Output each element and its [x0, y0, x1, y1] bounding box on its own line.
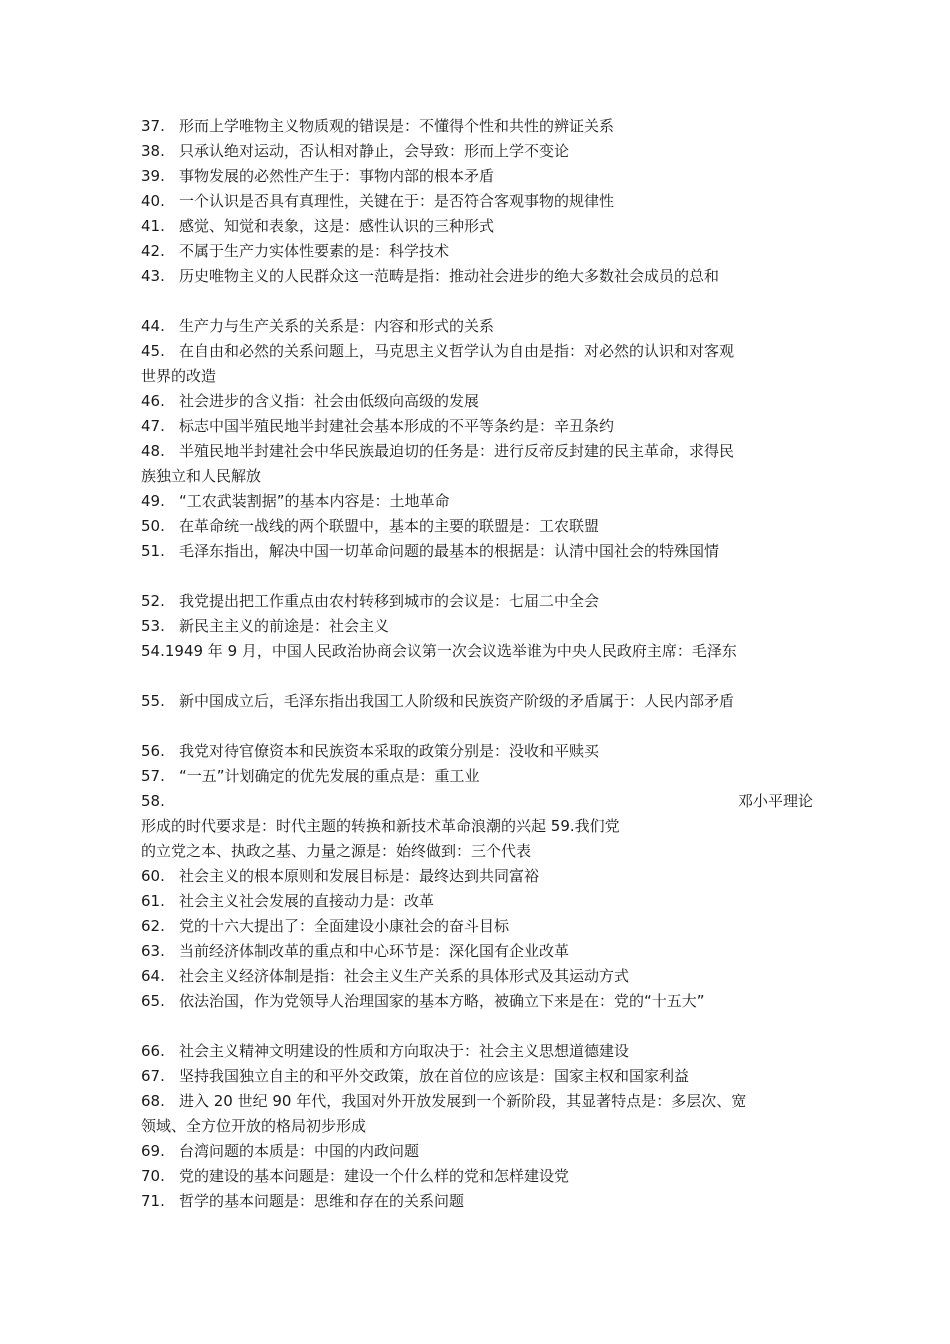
list-item-65: [141, 989, 813, 1014]
item-number: 43.: [141, 267, 165, 285]
item-number: 41.: [141, 217, 165, 235]
item-number: 51.: [141, 542, 165, 560]
item-text: 新民主主义的前途是：社会主义: [179, 617, 390, 635]
item-text: 依法治国，作为党领导人治理国家的基本方略，被确立下来是在：党的“十五大”: [179, 992, 705, 1010]
item-number: 50.: [141, 517, 165, 535]
item-number: 45.: [141, 342, 165, 360]
item-number: 47.: [141, 417, 165, 435]
list-item-47: [141, 414, 813, 439]
list-item-51: [141, 539, 813, 564]
item-number: 44.: [141, 317, 165, 335]
item-number: 61.: [141, 892, 165, 910]
item-number: 69.: [141, 1142, 165, 1160]
list-item-69: [141, 1139, 813, 1164]
list-item-38: [141, 139, 813, 164]
item-text: 社会主义精神文明建设的性质和方向取决于：社会主义思想道德建设: [179, 1042, 630, 1060]
item-number: 66.: [141, 1042, 165, 1060]
blank-line: [141, 1014, 813, 1039]
blank-line: [141, 289, 813, 314]
item-number: 52.: [141, 592, 165, 610]
item-number: 38.: [141, 142, 165, 160]
item-text: 历史唯物主义的人民群众这一范畴是指：推动社会进步的绝大多数社会成员的总和: [179, 267, 720, 285]
item-number: 70.: [141, 1167, 165, 1185]
item-text: 我党提出把工作重点由农村转移到城市的会议是：七届二中全会: [179, 592, 600, 610]
item-number: 58.: [141, 792, 165, 810]
item-number: 60.: [141, 867, 165, 885]
list-item-61: [141, 889, 813, 914]
list-item-50: [141, 514, 813, 539]
item-number: 63.: [141, 942, 165, 960]
item-text: 党的十六大提出了：全面建设小康社会的奋斗目标: [179, 917, 510, 935]
item-number: 37.: [141, 117, 165, 135]
list-item-39: [141, 164, 813, 189]
item-text: 在革命统一战线的两个联盟中，基本的主要的联盟是：工农联盟: [179, 517, 600, 535]
item-number: 39.: [141, 167, 165, 185]
item-text: 台湾问题的本质是：中国的内政问题: [179, 1142, 420, 1160]
list-item-57: [141, 764, 813, 789]
item-text: 我党对待官僚资本和民族资本采取的政策分别是：没收和平赎买: [179, 742, 600, 760]
list-item-55: [141, 689, 813, 714]
item-text: 哲学的基本问题是：思维和存在的关系问题: [179, 1192, 465, 1210]
item-text: 半殖民地半封建社会中华民族最迫切的任务是：进行反帝反封建的民主革命，求得民: [179, 442, 735, 460]
list-item-58: [141, 789, 813, 814]
item-text: 社会主义社会发展的直接动力是：改革: [179, 892, 435, 910]
item-text-right: 邓小平理论: [737, 792, 813, 810]
item-number: 62.: [141, 917, 165, 935]
list-item-68: [141, 1089, 813, 1114]
list-item-62: [141, 914, 813, 939]
item-number: 56.: [141, 742, 165, 760]
list-item-40: [141, 189, 813, 214]
list-item-67: [141, 1064, 813, 1089]
list-item-46: [141, 389, 813, 414]
item-text: 一个认识是否具有真理性，关键在于：是否符合客观事物的规律性: [179, 192, 615, 210]
list-item-52: [141, 589, 813, 614]
item-text: “工农武装割据”的基本内容是：土地革命: [179, 492, 450, 510]
list-item-43: [141, 264, 813, 289]
list-item-37: [141, 114, 813, 139]
item-number: 68.: [141, 1092, 165, 1110]
item-number: 65.: [141, 992, 165, 1010]
list-item-42: [141, 239, 813, 264]
item-number: 40.: [141, 192, 165, 210]
item-number: 71.: [141, 1192, 165, 1210]
item-text: 新中国成立后，毛泽东指出我国工人阶级和民族资产阶级的矛盾属于：人民内部矛盾: [179, 692, 735, 710]
item-text: 毛泽东指出，解决中国一切革命问题的最基本的根据是：认清中国社会的特殊国情: [179, 542, 720, 560]
item-text: 不属于生产力实体性要素的是：科学技术: [179, 242, 450, 260]
blank-line: [141, 664, 813, 689]
item-number: 55.: [141, 692, 165, 710]
list-item-60: [141, 864, 813, 889]
item-text: 在自由和必然的关系问题上，马克思主义哲学认为自由是指：对必然的认识和对客观: [179, 342, 735, 360]
item-text: 党的建设的基本问题是：建设一个什么样的党和怎样建设党: [179, 1167, 570, 1185]
list-item-59-continuation: 的立党之本、执政之基、力量之源是：始终做到：三个代表: [141, 842, 532, 860]
item-text: 标志中国半殖民地半封建社会基本形成的不平等条约是：辛丑条约: [179, 417, 615, 435]
list-item-41: [141, 214, 813, 239]
list-item-48-continuation: 族独立和人民解放: [141, 467, 262, 485]
item-text: 坚持我国独立自主的和平外交政策，放在首位的应该是：国家主权和国家利益: [179, 1067, 690, 1085]
item-number: 42.: [141, 242, 165, 260]
item-number: 49.: [141, 492, 165, 510]
item-text: 事物发展的必然性产生于：事物内部的根本矛盾: [179, 167, 495, 185]
list-item-63: [141, 939, 813, 964]
item-text: 只承认绝对运动，否认相对静止，会导致：形而上学不变论: [179, 142, 570, 160]
list-item-56: [141, 739, 813, 764]
item-number: 53.: [141, 617, 165, 635]
list-item-71: [141, 1189, 813, 1214]
item-text: 社会进步的含义指：社会由低级向高级的发展: [179, 392, 480, 410]
item-number: 48.: [141, 442, 165, 460]
list-item-48: [141, 439, 813, 464]
question-list: [141, 114, 813, 1214]
item-text: “一五”计划确定的优先发展的重点是：重工业: [179, 767, 480, 785]
list-item-44: [141, 314, 813, 339]
list-item-70: [141, 1164, 813, 1189]
item-number: 67.: [141, 1067, 165, 1085]
list-item-49: [141, 489, 813, 514]
item-text: 社会主义的根本原则和发展目标是：最终达到共同富裕: [179, 867, 540, 885]
item-number: 46.: [141, 392, 165, 410]
list-item-58-continuation: 形成的时代要求是：时代主题的转换和新技术革命浪潮的兴起 59.我们党: [141, 817, 620, 835]
item-text: 生产力与生产关系的关系是：内容和形式的关系: [179, 317, 495, 335]
list-item-53: [141, 614, 813, 639]
item-text: 形而上学唯物主义物质观的错误是：不懂得个性和共性的辨证关系: [179, 117, 615, 135]
item-number: 64.: [141, 967, 165, 985]
item-text: 当前经济体制改革的重点和中心环节是：深化国有企业改革: [179, 942, 570, 960]
blank-line: [141, 564, 813, 589]
item-text: 进入 20 世纪 90 年代，我国对外开放发展到一个新阶段，其显著特点是：多层次、宽: [179, 1092, 747, 1110]
item-text: 社会主义经济体制是指：社会主义生产关系的具体形式及其运动方式: [179, 967, 630, 985]
list-item-68-continuation: 领域、全方位开放的格局初步形成: [141, 1117, 367, 1135]
list-item-64: [141, 964, 813, 989]
list-item-54: 54.1949 年 9 月，中国人民政治协商会议第一次会议选举谁为中央人民政府主席：毛泽东: [141, 642, 737, 660]
item-number: 57.: [141, 767, 165, 785]
list-item-66: [141, 1039, 813, 1064]
item-text: 感觉、知觉和表象，这是：感性认识的三种形式: [179, 217, 495, 235]
blank-line: [141, 714, 813, 739]
list-item-45: [141, 339, 813, 364]
list-item-45-continuation: 世界的改造: [141, 367, 217, 385]
